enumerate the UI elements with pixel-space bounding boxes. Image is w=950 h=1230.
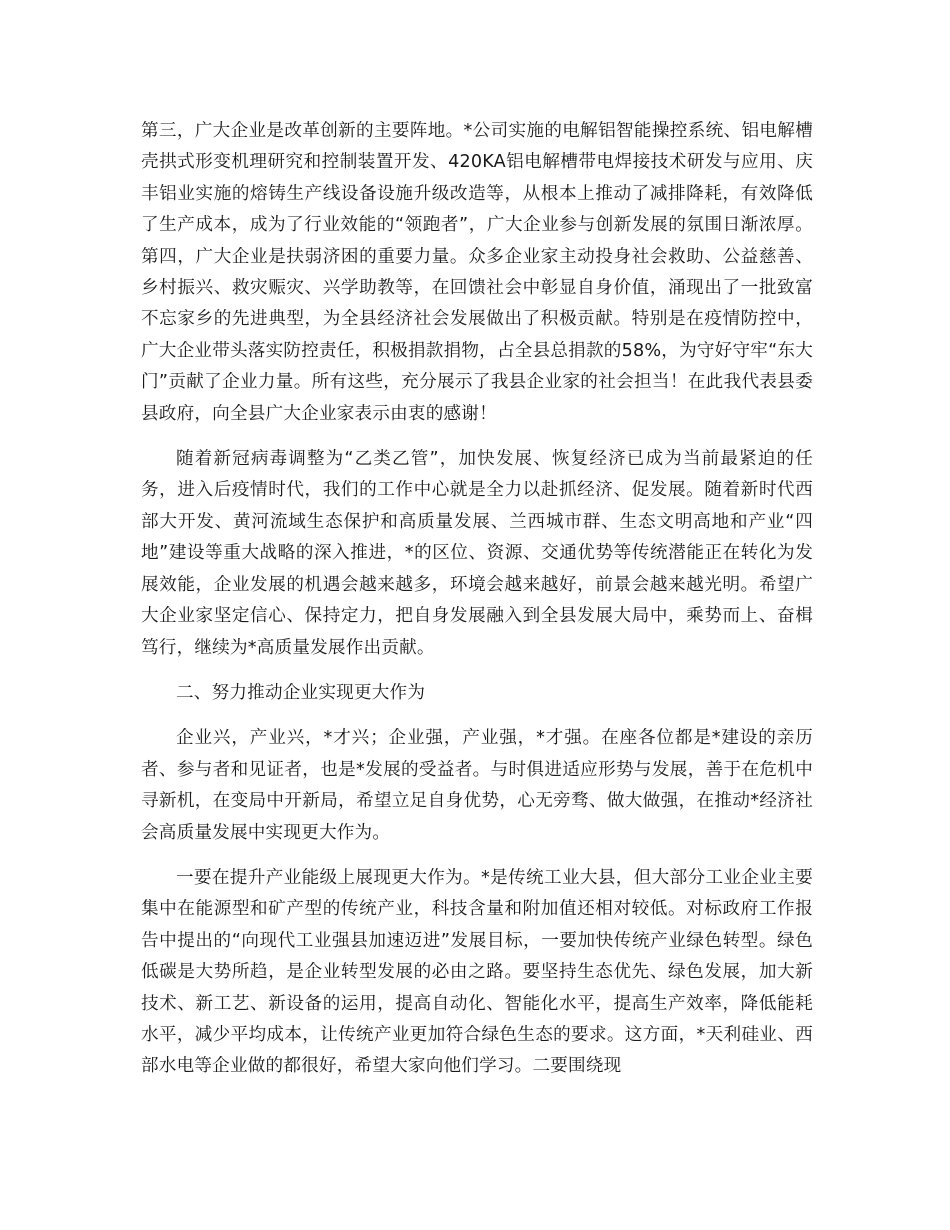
document-body	[141, 116, 813, 1083]
paragraph-gap	[141, 709, 813, 723]
paragraph-gap	[141, 664, 813, 678]
paragraph-enterprise-prosper: 企业兴，产业兴，*才兴；企业强，产业强，*才强。在座各位都是*建设的亲历者、参与者和见证者，也是*发展的受益者。与时俱进适应形势与发展，善于在危机中寻新机，在变局中开新局，希望立足自身优势，心无旁骛、做大做强，在推动*经济社会高质量发展中实现更大作为。	[141, 728, 813, 843]
section-heading: 二、努力推动企业实现更大作为	[176, 682, 426, 703]
paragraph-gap	[141, 849, 813, 863]
paragraph-post-epidemic: 随着新冠病毒调整为“乙类乙管”，加快发展、恢复经济已成为当前最紧迫的任务，进入后疫情时代，我们的工作中心就是全力以赴抓经济、促发展。随着新时代西部大开发、黄河流域生态保护和高质量发展、兰西城市群、生态文明高地和产业“四地”建设等重大战略的深入推进，*的区位、资源、交通优势等传统潜能正在转化为发展效能，企业发展的机遇会越来越多，环境会越来越好，前景会越来越光明。希望广大企业家坚定信心、保持定力，把自身发展融入到全县发展大局中，乘势而上、奋楫笃行，继续为*高质量发展作出贡献。	[141, 449, 813, 658]
paragraph-gap	[141, 430, 813, 444]
paragraph-industry-upgrade: 一要在提升产业能级上展现更大作为。*是传统工业大县，但大部分工业企业主要集中在能源型和矿产型的传统产业，科技含量和附加值还相对较低。对标政府工作报告中提出的“向现代工业强县加速迈进”发展目标，一要加快传统产业绿色转型。绿色低碳是大势所趋，是企业转型发展的必由之路。要坚持生态优先、绿色发展，加大新技术、新工艺、新设备的运用，提高自动化、智能化水平，提高生产效率，降低能耗水平，减少平均成本，让传统产业更加符合绿色生态的要求。这方面，*天利硅业、西部水电等企业做的都很好，希望大家向他们学习。二要围绕现	[141, 867, 813, 1077]
paragraph-third-point: 第三，广大企业是改革创新的主要阵地。*公司实施的电解铝智能操控系统、铝电解槽壳拱式形变机理研究和控制装置开发、420KA铝电解槽带电焊接技术研发与应用、庆丰铝业实施的熔铸生产线设备设施升级改造等，从根本上推动了减排降耗，有效降低了生产成本，成为了行业效能的“领跑者”，广大企业参与创新发展的氛围日渐浓厚。第四，广大企业是扶弱济困的重要力量。众多企业家主动投身社会救助、公益慈善、乡村振兴、救灾赈灾、兴学助教等，在回馈社会中彰显自身价值，涌现出了一批致富不忘家乡的先进典型，为全县经济社会发展做出了积极贡献。特别是在疫情防控中，广大企业带头落实防控责任，积极捐款捐物，占全县总捐款的58%，为守好守牢“东大门”贡献了企业力量。所有这些，充分展示了我县企业家的社会担当！在此我代表县委县政府，向全县广大企业家表示由衷的感谢！	[141, 121, 813, 424]
